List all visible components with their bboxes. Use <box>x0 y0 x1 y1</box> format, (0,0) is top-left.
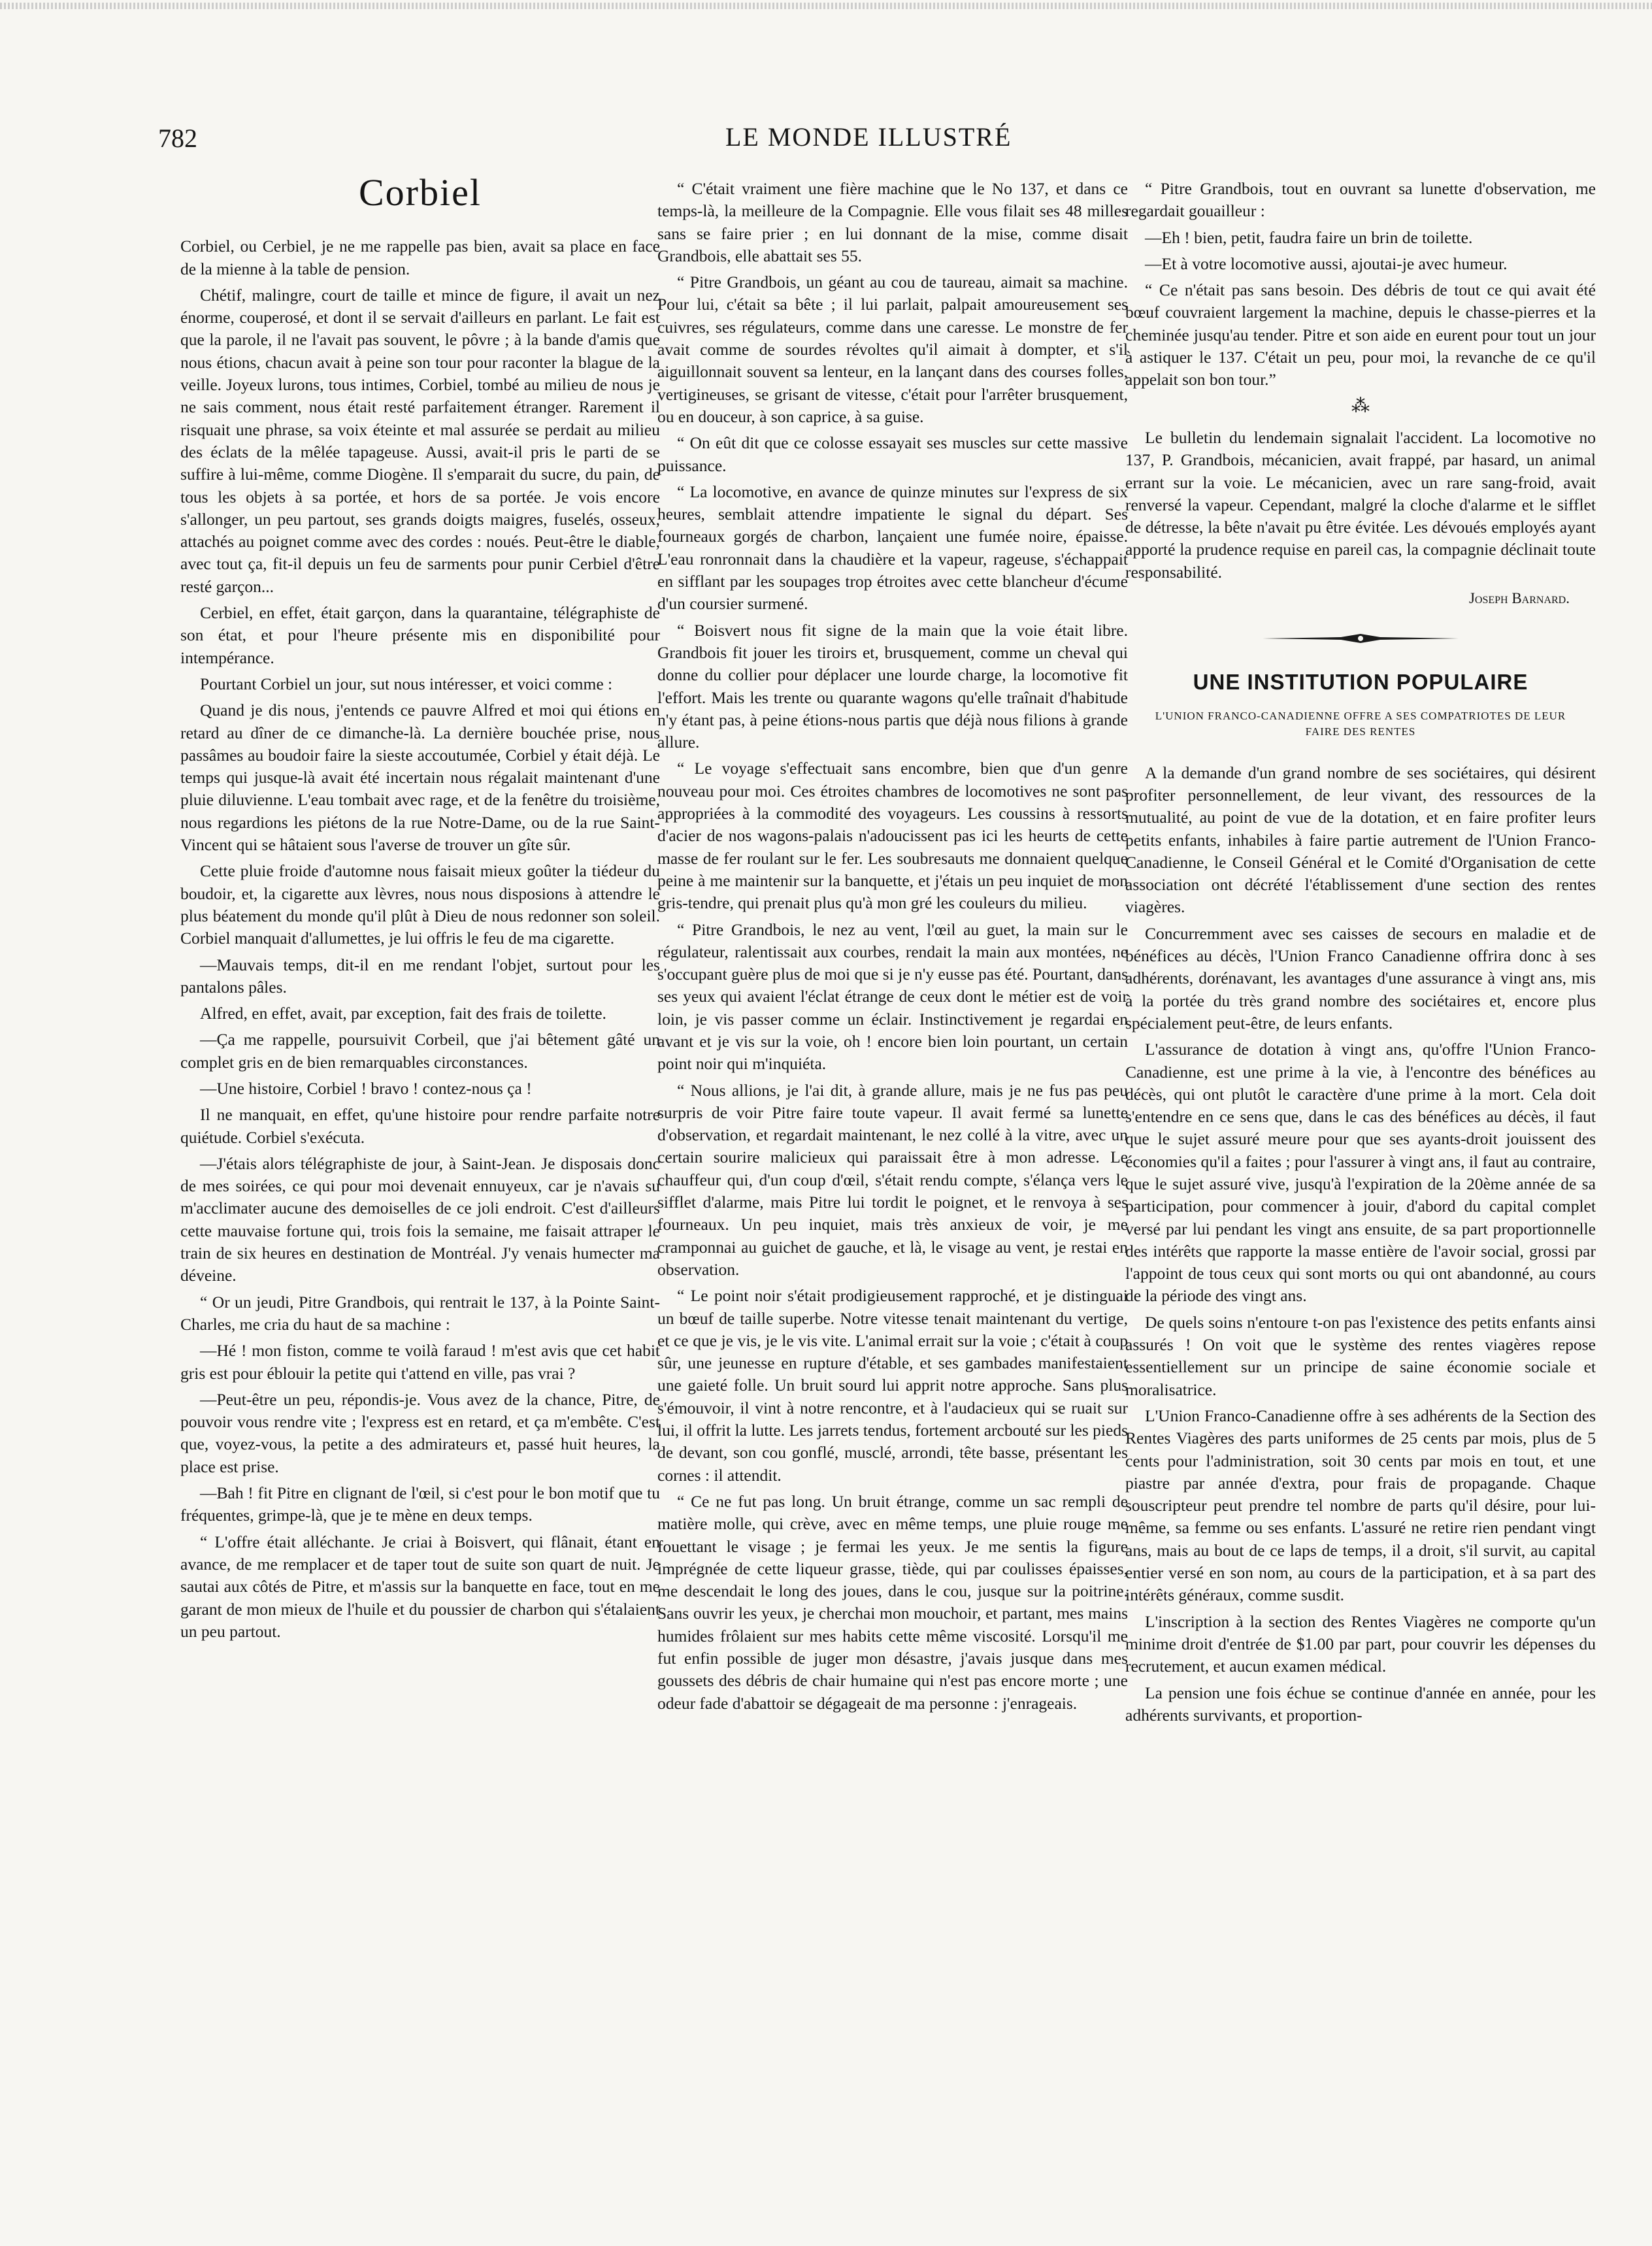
paragraph: Pourtant Corbiel un jour, sut nous intéresser, et voici comme : <box>200 674 613 693</box>
paragraph: A la demande d'un grand nombre de ses sociétaires, qui désirent profiter personnellement, de leur vivant, des ressources de la mutualité, au point de vue de la dotation, et en faire profiter leurs petits enfants, inhabiles à faire partie autrement de l'Union Franco-Canadienne, le Conseil Général et le Comité d'Organisation de cette association ont décrété l'établissement d'une section des rentes viagères. <box>1125 763 1596 917</box>
paragraph: —Peut-être un peu, répondis-je. Vous avez de la chance, Pitre, de pouvoir vous rendre vite ; l'express est en retard, et ça m'embête. C'est que, voyez-vous, la petite a des admirateurs et, passé huit heures, la place est prise. <box>180 1389 660 1476</box>
paragraph: Le bulletin du lendemain signalait l'accident. La locomotive no 137, P. Grandbois, mécanicien, avait frappé, par hasard, un animal errant sur la voie. Le mécanicien, avec un rare sang-froid, avait renversé la vapeur. Cependant, malgré la cloche d'alarme et le sifflet de détresse, la bête n'avait pu être évitée. Les dévoués employés ayant apporté la prudence requise en pareil cas, la compagnie déclinait toute responsabilité. <box>1125 427 1596 582</box>
paragraph: —Ça me rappelle, poursuivit Corbeil, que j'ai bêtement gâté un complet gris en de bien remarquables circonstances. <box>180 1030 660 1072</box>
paragraph: L'Union Franco-Canadienne offre à ses adhérents de la Section des Rentes Viagères des parts uniformes de 25 cents par mois, plus de 5 cents pour l'administration, soit 30 cents par mois en tout, et une piastre par année d'extra, pour frais de propagande. Chaque souscripteur peut prendre tel nombre de parts qu'il désire, pour lui-même, sa femme ou ses enfants. L'assuré ne retire rien pendant vingt ans, mais au bout de ce laps de temps, il a droit, s'il survit, au capital entier versé en son nom, au cours de la participation, et à sa part des intérêts généraux, comme susdit. <box>1125 1406 1596 1605</box>
author-signature: Joseph Barnard. <box>1468 590 1570 607</box>
section-subtitle: L'UNION FRANCO-CANADIENNE OFFRE A SES COMPATRIOTES DE LEUR FAIRE DES RENTES <box>1155 709 1566 738</box>
column-3 <box>1125 178 1596 1730</box>
paragraph: —J'étais alors télégraphiste de jour, à Saint-Jean. Je disposais donc de mes soirées, ce qui pour moi devenait ennuyeux, car je n'avais su m'acclimater aucune des demoiselles de ce joli endroit. C'est d'ailleurs cette mauvaise fortune qui, trois fois la semaine, me faisait attraper le train de six heures en destination de Montréal. J'y venais humecter ma déveine. <box>180 1153 660 1285</box>
page-number: 782 <box>158 124 197 153</box>
paragraph: L'inscription à la section des Rentes Viagères ne comporte qu'un minime droit d'entrée de $1.00 par part, pour couvrir les dépenses du recrutement, et aucun examen médical. <box>1125 1611 1596 1676</box>
paragraph: Il ne manquait, en effet, qu'une histoire pour rendre parfaite notre quiétude. Corbiel s'exécuta. <box>180 1105 660 1147</box>
paragraph: De quels soins n'entoure t-on pas l'existence des petits enfants ainsi assurés ! On voit que le système des rentes viagères repose essentiellement sur un principe de saine économie sociale et moralisatrice. <box>1125 1312 1596 1399</box>
paragraph: Concurremment avec ses caisses de secours en maladie et de bénéfices au décès, l'Union Franco Canadienne offrira donc à ses adhérents, dorénavant, les avantages d'une assurance à vingt ans, mis à la portée du très grand nombre des sociétaires et, encore plus spécialement peut-être, de leurs enfants. <box>1125 923 1596 1032</box>
asterism-ornament: ⁂ <box>1351 395 1370 416</box>
paragraph: Quand je dis nous, j'entends ce pauvre Alfred et moi qui étions en retard au dîner de ce dimanche-là. La dernière bouchée prise, nous passâmes au boudoir faire la sieste accoutumée, Corbiel y était déjà. Le temps qui jusque-là avait été incertain nous régalait maintenant d'une pluie diluvienne. L'eau tombait avec rage, et de la fenêtre du troisième, nous regardions les piétons de la rue Notre-Dame, ou de la rue Saint-Vincent qui se hâtaient sous l'averse de trouver un gîte sûr. <box>180 701 660 855</box>
column-1 <box>180 171 660 1647</box>
paragraph: La pension une fois échue se continue d'année en année, pour les adhérents survivants, et proportion- <box>1125 1683 1596 1725</box>
paragraph: Cerbiel, en effet, était garçon, dans la quarantaine, télégraphiste de son état, et pour l'heure présente mis en disponibilité pour intempérance. <box>180 603 660 667</box>
paragraph: —Et à votre locomotive aussi, ajoutai-je avec humeur. <box>1145 254 1508 273</box>
paragraph: “ Pitre Grandbois, tout en ouvrant sa lunette d'observation, me regardait gouailleur : <box>1125 179 1596 221</box>
paragraph: “ Le point noir s'était prodigieusement rapproché, et je distinguai un bœuf de taille superbe. Notre vitesse tenait maintenant du vertige, et ce que je vis, je le vis vite. L'animal errait sur la voie ; c'était à coup sûr, une jeunesse en rupture d'étable, et ses gambades manifestaient une gaieté folle. Un bruit sourd lui apprit notre approche. Sans plus s'émouvoir, il vint à notre rencontre, et à l'audacieux qui se ruait sur lui, il offrit la lutte. Les jarrets tendus, fortement arcbouté sur les pieds de devant, son cou gonflé, musclé, arrondi, tête basse, présentant les cornes : il attendit. <box>657 1286 1128 1485</box>
paragraph: “ L'offre était alléchante. Je criai à Boisvert, qui flânait, étant en avance, de me remplacer et de taper tout de suite son quart de nuit. Je sautai aux côtés de Pitre, et m'assis sur la banquette en face, tout en me garant de mon mieux de l'huile et du poussier de charbon qui s'étalaient un peu partout. <box>180 1532 660 1641</box>
ornamental-divider <box>1263 632 1459 645</box>
paragraph: “ Nous allions, je l'ai dit, à grande allure, mais je ne fus pas peu surpris de voir Pitre faire toute vapeur. Il avait fermé sa lunette d'observation, et regardait maintenant, le nez collé à la vitre, avec un certain sourire malicieux qui paraissait être à mon adresse. Le chauffeur qui, d'un coup d'œil, s'était rendu compte, s'élança vers le sifflet d'alarme, mais Pitre lui tordit le poignet, et le renvoya à ses fourneaux. Un peu inquiet, mais très anxieux de voir, je me cramponnai au guichet de gauche, et là, le visage au vent, je restai en observation. <box>657 1080 1128 1279</box>
paragraph: Corbiel, ou Cerbiel, je ne me rappelle pas bien, avait sa place en face de la mienne à la table de pension. <box>180 237 660 278</box>
paragraph: —Mauvais temps, dit-il en me rendant l'objet, surtout pour les pantalons pâles. <box>180 955 660 997</box>
magazine-title: LE MONDE ILLUSTRÉ <box>725 122 1012 152</box>
paragraph: “ Ce ne fut pas long. Un bruit étrange, comme un sac rempli de matière molle, qui crève, avec en même temps, une pluie rouge me fouettant le visage ; je fermai les yeux. Je me sentis la figure imprégnée de cette liqueur grasse, tiède, qui par coulisses épaisses, me descendait le long des joues, dans le cou, jusque sur la poitrine. Sans ouvrir les yeux, je cherchai mon mouchoir, et partant, mes mains humides frôlaient sur mes habits cette même viscosité. Lorsqu'il me fut enfin possible de juger mon désastre, j'avais jusque dans mes goussets des débris de chair humaine qui n'est pas encore morte ; une odeur fade d'abattoir se dégageait de ma personne : j'enrageais. <box>657 1491 1128 1713</box>
paragraph: “ Pitre Grandbois, un géant au cou de taureau, aimait sa machine. Pour lui, c'était sa bête ; il lui parlait, palpait amoureusement ses cuivres, ses régulateurs, comme dans une caresse. Le monstre de fer avait comme de sourdes révoltes qu'il aimait à dompter, et s'il aiguillonnait souvent sa lenteur, en la lançant dans des courses folles, vertigineuses, se grisant de vitesse, c'était pour l'arrêter brusquement, ou en douceur, à son caprice, à sa guise. <box>657 272 1128 426</box>
paragraph: —Eh ! bien, petit, faudra faire un brin de toilette. <box>1145 227 1473 247</box>
paragraph: “ La locomotive, en avance de quinze minutes sur l'express de six heures, semblait attendre impatiente le signal du départ. Ses fourneaux gorgés de charbon, lançaient une fumée noire, épaisse. L'eau ronronnait dans la chaudière et la vapeur, rageuse, s'échappait en sifflant par les soupages trop étroites avec cette blancheur d'écume d'un coursier surmené. <box>657 482 1128 614</box>
paragraph: “ Ce n'était pas sans besoin. Des débris de tout ce qui avait été bœuf couvraient largement la machine, depuis le chasse-pierres et la cheminée jusqu'au tender. Pitre et son aide en eurent pour tout un jour à astiquer le 137. C'était un peu, pour moi, la revanche de ce qu'il appelait son bon tour.” <box>1125 280 1596 389</box>
paragraph: —Bah ! fit Pitre en clignant de l'œil, si c'est pour le bon motif que tu fréquentes, grimpe-là, que je te mène en deux temps. <box>180 1483 660 1525</box>
page-top-border <box>0 3 1652 9</box>
paragraph: Chétif, malingre, court de taille et mince de figure, il avait un nez énorme, couperosé, et dont il se servait d'ailleurs en parlant. Le fait est que la parole, il ne l'avait pas souvent, le pôvre ; à la bande d'amis que nous étions, chacun avait à peine son tour pour raconter la blague de la veille. Joyeux lurons, tous intimes, Corbiel, tombé au milieu de nous je ne sais comment, nous était resté parfaitement étranger. Rarement il risquait une phrase, sa voix éteinte et mal assurée se perdait au milieu des éclats de la mêlée tapageuse. Aussi, avait-il pris le parti de se suffire à lui-même, comme Diogène. Il s'emparait du sucre, du pain, de tous les objets à sa portée, et hors de sa portée. Je vois encore s'allonger, un peu partout, ses grands doigts maigres, fuselés, osseux, attachés au poignet comme avec des cordes : noués. Peut-être le diable, avec tout ça, fit-il depuis un feu de sarments pour punir Cerbiel d'être resté garçon... <box>180 285 660 596</box>
paragraph: Cette pluie froide d'automne nous faisait mieux goûter la tiédeur du boudoir, et, la cigarette aux lèvres, nous nous disposions à attendre le plus béatement du monde qu'il plût à Dieu de nous redonner son soleil. Corbiel manquait d'allumettes, je lui offris le feu de ma cigarette. <box>180 861 660 948</box>
paragraph: —Hé ! mon fiston, comme te voilà faraud ! m'est avis que cet habit gris est pour éblouir la petite qui t'attend en ville, pas vrai ? <box>180 1341 660 1383</box>
paragraph: “ Boisvert nous fit signe de la main que la voie était libre. Grandbois fit jouer les tiroirs et, brusquement, comme un cheval qui donne du collier pour déplacer une lourde charge, la locomotive fit l'effort. Mais les trente ou quarante wagons qu'elle traînait d'habitude n'y étant pas, à peine étions-nous partis que déjà nous filions à grande allure. <box>657 620 1128 752</box>
paragraph: “ C'était vraiment une fière machine que le No 137, et dans ce temps-là, la meilleure de la Compagnie. Elle vous filait ses 48 milles sans se faire prier ; en lui donnant de la mise, comme disait Grandbois, elle abattait ses 55. <box>657 179 1128 265</box>
paragraph: L'assurance de dotation à vingt ans, qu'offre l'Union Franco-Canadienne, est une prime à la vie, à l'encontre des bénéfices au décès, qui ont plutôt le caractère d'une prime à la mort. Cela doit s'entendre en ce sens que, dans le cas des bénéfices au décès, il faut que le sujet assuré meure pour que ses ayants-droit jouissent des économies qu'il a faites ; pour l'assurer à vingt ans, il faut au contraire, que le sujet assuré vive, jusqu'à l'expiration de la 20ème année de sa participation, pour commencer à jouir, d'abord du capital complet versé par lui pendant les vingt ans ensuite, de sa part proportionnelle des intérêts que rapporte la masse entière de l'avoir social, grossi par l'appoint de tous ceux qui sont morts ou qui ont abandonné, au cours de la période des vingt ans. <box>1125 1040 1596 1306</box>
paragraph: “ On eût dit que ce colosse essayait ses muscles sur cette massive puissance. <box>657 433 1128 475</box>
article-title-corbiel: Corbiel <box>359 171 482 214</box>
paragraph: —Une histoire, Corbiel ! bravo ! contez-nous ça ! <box>200 1078 532 1098</box>
paragraph: “ Le voyage s'effectuait sans encombre, bien que d'un genre nouveau pour moi. Ces étroites chambres de locomotives ne sont pas appropriées à la commodité des voyageurs. Les coussins à ressorts d'acier de nos wagons-palais n'adoucissent pas ici les heurts de cette masse de fer roulant sur le fer. Les soubresauts me donnaient quelque peine à me maintenir sur la banquette, et j'étais un peu inquiet de mon gris-tendre, qui prenait plus qu'à mon gré les couleurs du milieu. <box>657 759 1128 913</box>
paragraph: “ Or un jeudi, Pitre Grandbois, qui rentrait le 137, à la Pointe Saint-Charles, me cria du haut de sa machine : <box>180 1292 660 1334</box>
section-title-institution: UNE INSTITUTION POPULAIRE <box>1193 670 1528 695</box>
paragraph: Alfred, en effet, avait, par exception, fait des frais de toilette. <box>200 1004 606 1023</box>
paragraph: “ Pitre Grandbois, le nez au vent, l'œil au guet, la main sur le régulateur, ralentissait aux courbes, rendait la main aux montées, ne s'occupant guère plus de moi que si je n'y eusse pas été. Pourtant, dans ses yeux qui avaient l'éclat étrange de ceux dont le métier est de voir loin, je vis passer comme un éclair. Instinctivement je regardai en avant et je vis sur la voie, oh ! encore bien loin pourtant, un certain point noir qui m'inquiéta. <box>657 919 1128 1074</box>
column-2 <box>657 178 1128 1719</box>
